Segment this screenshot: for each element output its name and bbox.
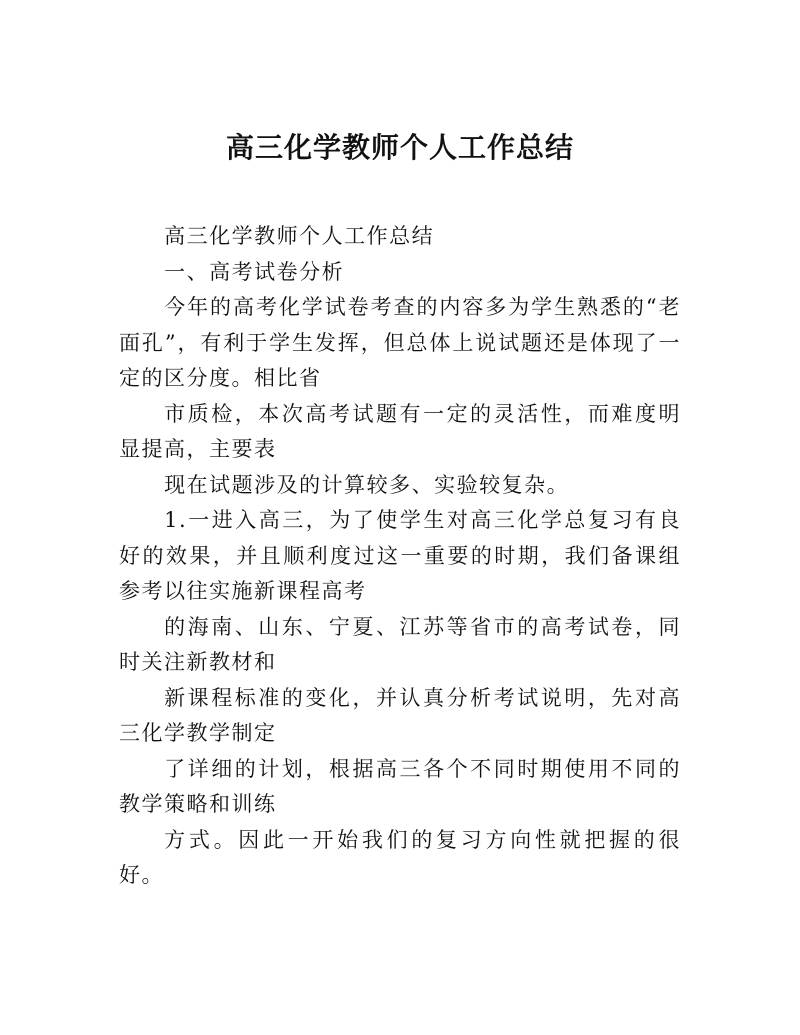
document-body	[119, 219, 681, 894]
paragraph-heading: 高三化学教师个人工作总结	[164, 224, 435, 248]
paragraph: 今年的高考化学试卷考查的内容多为学生熟悉的“老面孔”，有利于学生发挥，但总体上说试题还是体现了一定的区分度。相比省	[119, 295, 681, 390]
paragraph: 市质检，本次高考试题有一定的灵活性，而难度明显提高，主要表	[119, 401, 681, 461]
paragraph: 新课程标准的变化，并认真分析考试说明，先对高三化学教学制定	[119, 685, 681, 745]
document-title: 高三化学教师个人工作总结	[225, 131, 574, 164]
paragraph: 的海南、山东、宁夏、江苏等省市的高考试卷，同时关注新教材和	[119, 614, 681, 674]
paragraph-section-heading: 一、高考试卷分析	[164, 259, 345, 284]
paragraph: 现在试题涉及的计算较多、实验较复杂。	[164, 472, 570, 497]
paragraph: 了详细的计划，根据高三各个不同时期使用不同的教学策略和训练	[119, 756, 681, 816]
paragraph: 1.一进入高三，为了使学生对高三化学总复习有良好的效果，并且顺利度过这一重要的时期，我们备课组参考以往实施新课程高考	[119, 508, 681, 603]
paragraph: 方式。因此一开始我们的复习方向性就把握的很好。	[119, 827, 681, 887]
